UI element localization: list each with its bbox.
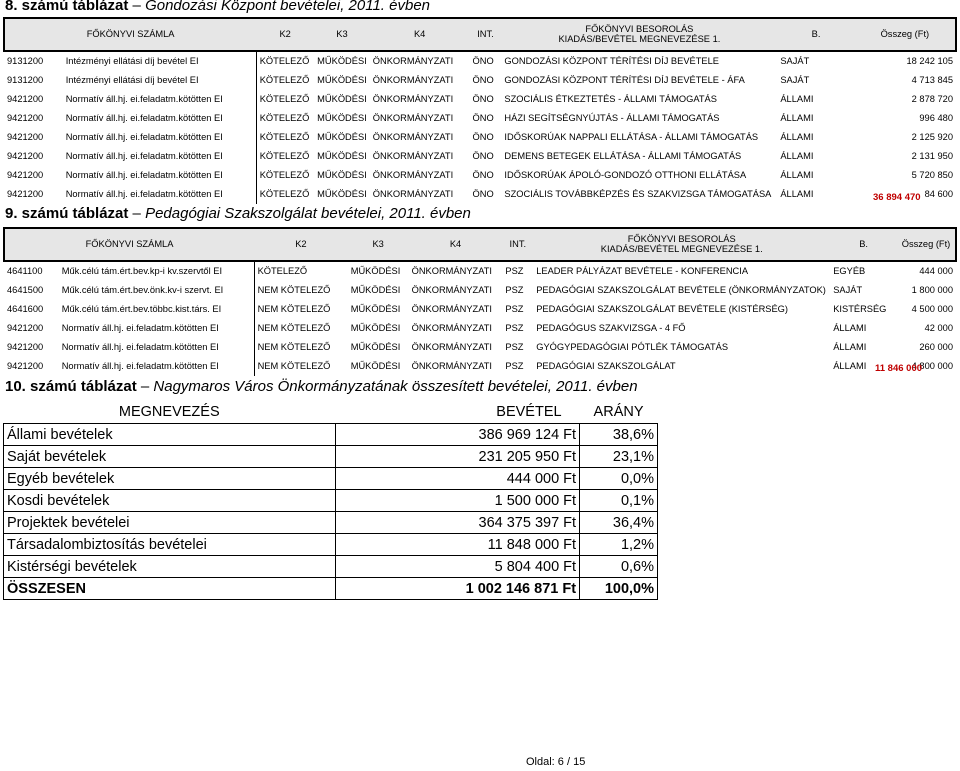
k2-cell: KÖTELEZŐ — [259, 112, 310, 123]
amount-cell: 996 480 — [919, 112, 953, 123]
table-row — [4, 424, 658, 446]
account-code-cell: 4641100 — [7, 265, 43, 276]
amount-cell: 5 720 850 — [911, 169, 953, 180]
k3-cell: MŰKÖDÉSI — [350, 303, 401, 314]
k4-cell: ÖNKORMÁNYZATI — [411, 284, 492, 295]
k4-cell: ÖNKORMÁNYZATI — [411, 341, 492, 352]
description-cell: GONDOZÁSI KÖZPONT TÉRÍTÉSI DÍJ BEVÉTELE — [504, 55, 719, 66]
table-row — [4, 446, 658, 468]
account-name-cell: Műk.célú tám.ért.bev.önk.kv-i szervt. EI — [59, 281, 254, 300]
header-osszeg: Összeg (Ft) — [855, 18, 956, 51]
account-code-cell: 9421200 — [7, 322, 44, 333]
amount-cell: 4 713 845 — [911, 74, 953, 85]
int-cell: ÖNO — [472, 169, 494, 180]
k2-cell: KÖTELEZŐ — [259, 74, 310, 85]
header-k2: K2 — [256, 18, 314, 51]
k4-cell: ÖNKORMÁNYZATI — [372, 112, 454, 123]
share-cell: 0,0% — [580, 468, 658, 490]
share-cell: 38,6% — [580, 424, 658, 446]
b-cell: ÁLLAMI — [833, 360, 867, 371]
k4-cell: ÖNKORMÁNYZATI — [372, 55, 454, 66]
share-cell: 100,0% — [580, 578, 658, 600]
k2-cell: KÖTELEZŐ — [257, 265, 308, 276]
account-name-cell: Intézményi ellátási díj bevétel EI — [63, 71, 256, 90]
int-cell: PSZ — [505, 341, 524, 352]
section9-table — [3, 227, 957, 376]
amount-cell: 444 000 — [919, 265, 953, 276]
account-name-cell: Normatív áll.hj. ei.feladatm.kötötten EI — [63, 90, 256, 109]
value-cell: 231 205 950 Ft — [335, 446, 580, 468]
k2-cell: KÖTELEZŐ — [259, 131, 310, 142]
account-code-cell: 4641500 — [7, 284, 44, 295]
total-row — [4, 578, 658, 600]
description-cell: PEDAGÓGUS SZAKVIZSGA - 4 FŐ — [536, 322, 686, 333]
table-row — [4, 51, 956, 71]
name-cell: Kosdi bevételek — [4, 490, 336, 512]
account-name-cell: Műk.célú tám.ért.bev.többc.kist.társ. EI — [59, 300, 254, 319]
amount-cell: 18 242 105 — [906, 55, 953, 66]
b-cell: KISTÉRSÉG — [833, 303, 887, 314]
account-name-cell: Normatív áll.hj. ei.feladatm.kötötten EI — [63, 128, 256, 147]
account-name-cell: Intézményi ellátási díj bevétel EI — [63, 51, 256, 71]
k3-cell: MŰKÖDÉSI — [317, 55, 367, 66]
account-name-cell: Normatív áll.hj. ei.feladatm.kötötten EI — [63, 166, 256, 185]
share-cell: 23,1% — [580, 446, 658, 468]
section9-total: 11 846 000 — [875, 363, 923, 374]
description-cell: LEADER PÁLYÁZAT BEVÉTELE - KONFERENCIA — [536, 265, 749, 276]
description-cell: GYÓGYPEDAGÓGIAI PÓTLÉK TÁMOGATÁS — [536, 341, 729, 352]
k3-cell: MŰKÖDÉSI — [350, 322, 401, 333]
k3-cell: MŰKÖDÉSI — [317, 131, 367, 142]
k4-cell: ÖNKORMÁNYZATI — [372, 93, 454, 104]
k2-cell: NEM KÖTELEZŐ — [257, 303, 331, 314]
account-code-cell: 9421200 — [7, 150, 44, 161]
description-cell: SZOCIÁLIS TOVÁBBKÉPZÉS ÉS SZAKVIZSGA TÁMOGATÁSA — [504, 188, 772, 199]
table-row — [4, 534, 658, 556]
b-cell: SAJÁT — [780, 55, 810, 66]
name-cell: Egyéb bevételek — [4, 468, 336, 490]
int-cell: PSZ — [505, 265, 524, 276]
table-row — [4, 147, 956, 166]
name-cell: Saját bevételek — [4, 446, 336, 468]
account-code-cell: 9421200 — [7, 341, 44, 352]
name-cell: Társadalombiztosítás bevételei — [4, 534, 336, 556]
description-cell: PEDAGÓGIAI SZAKSZOLGÁLAT — [536, 360, 676, 371]
header-osszeg: Összeg (Ft) — [897, 228, 956, 261]
description-cell: DEMENS BETEGEK ELLÁTÁSA - ÁLLAMI TÁMOGATÁS — [504, 150, 742, 161]
name-cell: Állami bevételek — [4, 424, 336, 446]
b-cell: ÁLLAMI — [833, 341, 867, 352]
share-cell: 0,1% — [580, 490, 658, 512]
header-account: FŐKÖNYVI SZÁMLA — [4, 228, 254, 261]
account-name-cell: Normatív áll.hj. ei.feladatm.kötötten EI — [59, 357, 254, 376]
description-cell: GONDOZÁSI KÖZPONT TÉRÍTÉSI DÍJ BEVÉTELE - ÁFA — [504, 74, 745, 85]
header-value: BEVÉTEL — [496, 404, 562, 420]
k2-cell: KÖTELEZŐ — [259, 188, 310, 199]
k4-cell: ÖNKORMÁNYZATI — [372, 169, 454, 180]
section8-title: 8. számú táblázat – Gondozási Központ bevételei, 2011. évben — [5, 0, 431, 14]
account-code-cell: 9421200 — [7, 169, 44, 180]
int-cell: ÖNO — [472, 74, 494, 85]
b-cell: ÁLLAMI — [833, 322, 867, 333]
section8-table — [3, 17, 957, 204]
value-cell: 444 000 Ft — [335, 468, 580, 490]
name-cell: ÖSSZESEN — [4, 578, 336, 600]
value-cell: 5 804 400 Ft — [335, 556, 580, 578]
k2-cell: NEM KÖTELEZŐ — [257, 341, 331, 352]
amount-cell: 4 500 000 — [911, 303, 953, 314]
k2-cell: KÖTELEZŐ — [259, 93, 310, 104]
k2-cell: NEM KÖTELEZŐ — [257, 322, 331, 333]
k4-cell: ÖNKORMÁNYZATI — [411, 322, 492, 333]
section10-title: 10. számú táblázat – Nagymaros Város Önkormányzatának összesített bevételei, 2011. évben — [5, 378, 638, 395]
k4-cell: ÖNKORMÁNYZATI — [411, 360, 492, 371]
description-cell: IDŐSKORÚAK ÁPOLÓ-GONDOZÓ OTTHONI ELLÁTÁSA — [504, 169, 747, 180]
b-cell: SAJÁT — [833, 284, 863, 295]
k3-cell: MŰKÖDÉSI — [350, 341, 401, 352]
k4-cell: ÖNKORMÁNYZATI — [411, 265, 492, 276]
account-code-cell: 9131200 — [7, 74, 44, 85]
k3-cell: MŰKÖDÉSI — [317, 74, 367, 85]
table-row — [4, 109, 956, 128]
table-row — [4, 338, 956, 357]
header-int: INT. — [502, 228, 533, 261]
amount-cell: 42 000 — [924, 322, 953, 333]
header-int: INT. — [470, 18, 502, 51]
amount-cell: 1 800 000 — [911, 284, 953, 295]
header-share: ARÁNY — [593, 404, 644, 420]
int-cell: PSZ — [505, 284, 524, 295]
table-row — [4, 185, 956, 204]
k3-cell: MŰKÖDÉSI — [350, 284, 401, 295]
account-code-cell: 9131200 — [7, 55, 44, 66]
table-row — [4, 71, 956, 90]
share-cell: 36,4% — [580, 512, 658, 534]
table-row — [4, 300, 956, 319]
description-cell: SZOCIÁLIS ÉTKEZTETÉS - ÁLLAMI TÁMOGATÁS — [504, 93, 717, 104]
account-code-cell: 4641600 — [7, 303, 44, 314]
header-k3: K3 — [314, 18, 370, 51]
k3-cell: MŰKÖDÉSI — [317, 93, 367, 104]
value-cell: 1 002 146 871 Ft — [335, 578, 580, 600]
description-cell: PEDAGÓGIAI SZAKSZOLGÁLAT BEVÉTELE (ÖNKORMÁNYZATOK) — [536, 284, 826, 295]
k4-cell: ÖNKORMÁNYZATI — [372, 188, 454, 199]
int-cell: ÖNO — [472, 150, 494, 161]
account-name-cell: Normatív áll.hj. ei.feladatm.kötötten EI — [63, 185, 256, 204]
b-cell: ÁLLAMI — [780, 93, 814, 104]
b-cell: ÁLLAMI — [780, 131, 814, 142]
amount-cell: 2 125 920 — [911, 131, 953, 142]
k4-cell: ÖNKORMÁNYZATI — [372, 150, 454, 161]
b-cell: ÁLLAMI — [780, 150, 814, 161]
account-code-cell: 9421200 — [7, 112, 44, 123]
b-cell: ÁLLAMI — [780, 188, 814, 199]
account-name-cell: Normatív áll.hj. ei.feladatm.kötötten EI — [63, 147, 256, 166]
table-row — [4, 556, 658, 578]
description-cell: HÁZI SEGÍTSÉGNYÚJTÁS - ÁLLAMI TÁMOGATÁS — [504, 112, 720, 123]
account-code-cell: 9421200 — [7, 93, 44, 104]
header-k3: K3 — [348, 228, 409, 261]
description-cell: PEDAGÓGIAI SZAKSZOLGÁLAT BEVÉTELE (KISTÉRSÉG) — [536, 303, 789, 314]
account-name-cell: Normatív áll.hj. ei.feladatm.kötötten EI — [59, 319, 254, 338]
b-cell: ÁLLAMI — [780, 169, 814, 180]
header-k4: K4 — [409, 228, 503, 261]
value-cell: 11 848 000 Ft — [335, 534, 580, 556]
description-cell: IDŐSKORÚAK NAPPALI ELLÁTÁSA - ÁLLAMI TÁMOGATÁS — [504, 131, 759, 142]
account-code-cell: 9421200 — [7, 360, 44, 371]
b-cell: EGYÉB — [833, 265, 866, 276]
table-row — [4, 281, 956, 300]
b-cell: ÁLLAMI — [780, 112, 814, 123]
header-k4: K4 — [370, 18, 470, 51]
int-cell: PSZ — [505, 322, 524, 333]
table-row — [4, 261, 956, 281]
table-row — [4, 90, 956, 109]
amount-cell: 84 600 — [924, 188, 953, 199]
int-cell: ÖNO — [472, 55, 494, 66]
k2-cell: KÖTELEZŐ — [259, 150, 310, 161]
int-cell: ÖNO — [472, 93, 494, 104]
k3-cell: MŰKÖDÉSI — [317, 150, 367, 161]
account-name-cell: Normatív áll.hj. ei.feladatm.kötötten EI — [59, 338, 254, 357]
int-cell: ÖNO — [472, 131, 494, 142]
account-code-cell: 9421200 — [7, 131, 44, 142]
table-row — [4, 468, 658, 490]
k2-cell: KÖTELEZŐ — [259, 169, 310, 180]
amount-cell: 2 878 720 — [911, 93, 953, 104]
k3-cell: MŰKÖDÉSI — [350, 265, 401, 276]
name-cell: Projektek bevételei — [4, 512, 336, 534]
share-cell: 0,6% — [580, 556, 658, 578]
account-code-cell: 9421200 — [7, 188, 44, 199]
b-cell: SAJÁT — [780, 74, 810, 85]
value-cell: 386 969 124 Ft — [335, 424, 580, 446]
amount-cell: 260 000 — [919, 341, 953, 352]
header-name: MEGNEVEZÉS — [118, 404, 220, 420]
amount-cell: 2 131 950 — [911, 150, 953, 161]
header-b: B. — [777, 18, 854, 51]
k3-cell: MŰKÖDÉSI — [317, 112, 367, 123]
table-row — [4, 512, 658, 534]
table-row — [4, 319, 956, 338]
k3-cell: MŰKÖDÉSI — [317, 169, 367, 180]
section10-table — [3, 401, 658, 600]
int-cell: ÖNO — [472, 112, 494, 123]
int-cell: ÖNO — [472, 188, 494, 199]
section9-title: 9. számú táblázat – Pedagógiai Szakszolgálat bevételei, 2011. évben — [5, 205, 471, 222]
section8-total: 36 894 470 — [873, 192, 921, 203]
k2-cell: NEM KÖTELEZŐ — [257, 360, 331, 371]
header-b: B. — [830, 228, 897, 261]
int-cell: PSZ — [505, 360, 524, 371]
table-row — [4, 490, 658, 512]
k4-cell: ÖNKORMÁNYZATI — [411, 303, 492, 314]
account-name-cell: Műk.célú tám.ért.bev.kp-i kv.szervtől EI — [59, 261, 254, 281]
k4-cell: ÖNKORMÁNYZATI — [372, 131, 454, 142]
int-cell: PSZ — [505, 303, 524, 314]
k2-cell: KÖTELEZŐ — [259, 55, 310, 66]
table-row — [4, 128, 956, 147]
table-row — [4, 357, 956, 376]
value-cell: 364 375 397 Ft — [335, 512, 580, 534]
header-k2: K2 — [254, 228, 348, 261]
account-name-cell: Normatív áll.hj. ei.feladatm.kötötten EI — [63, 109, 256, 128]
share-cell: 1,2% — [580, 534, 658, 556]
amount-cell: 4 800 000 — [911, 360, 953, 371]
name-cell: Kistérségi bevételek — [4, 556, 336, 578]
page-number: Oldal: 6 / 15 — [526, 756, 586, 768]
k3-cell: MŰKÖDÉSI — [317, 188, 367, 199]
k3-cell: MŰKÖDÉSI — [350, 360, 401, 371]
header-besorolas: FŐKÖNYVI BESOROLÁS KIADÁS/BEVÉTEL MEGNEVEZÉSE 1. — [533, 228, 830, 261]
k4-cell: ÖNKORMÁNYZATI — [372, 74, 454, 85]
header-account: FŐKÖNYVI SZÁMLA — [4, 18, 256, 51]
table-row — [4, 166, 956, 185]
value-cell: 1 500 000 Ft — [335, 490, 580, 512]
k2-cell: NEM KÖTELEZŐ — [257, 284, 331, 295]
header-besorolas: FŐKÖNYVI BESOROLÁS KIADÁS/BEVÉTEL MEGNEVEZÉSE 1. — [501, 18, 777, 51]
